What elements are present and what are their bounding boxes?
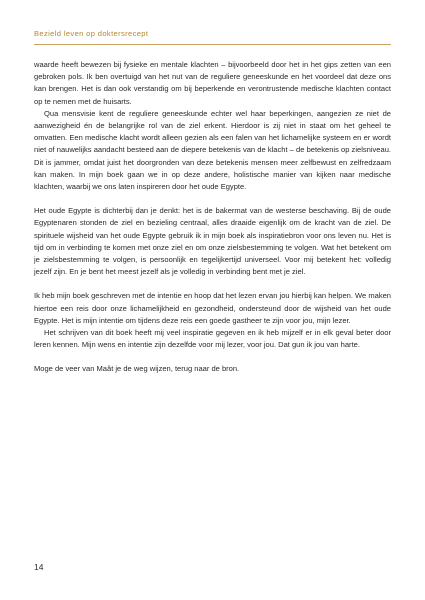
paragraph: Qua mensvisie kent de reguliere geneeskunde echter wel haar beperkingen, aangezien ze niet de aanwezigheid én de belangrijke rol van de ziel erkent. Hierdoor is zij niet in staat om het geheel te omvatten. Een medische klacht wordt alleen gezien als een falen van het lichamelijke systeem en er wordt niet of nauwelijks aandacht besteed aan de diepere betekenis van de klacht – de betekenis op zielsniveau. Dit is jammer, omdat juist het doorgronden van deze betekenis mensen meer zelfbewust en zelfredzaam kan maken. In mijn boek gaan we in op deze andere, holistische manier van kijken naar medische klachten, waarbij we ons laten inspireren door het oude Egypte. — [34, 108, 391, 192]
body-text — [34, 59, 391, 376]
paragraph: Ik heb mijn boek geschreven met de intentie en hoop dat het lezen ervan jou hierbij kan helpen. We maken hiertoe een reis door onze lichamelijkheid en gezondheid, ondersteund door de wijsheid van het oude Egypte. Het is mijn intentie om tijdens deze reis een goede gastheer te zijn voor jou, mijn lezer. — [34, 291, 391, 325]
running-header: Bezield leven op doktersrecept — [34, 29, 149, 38]
page-number: 14 — [34, 562, 44, 572]
paragraph: Het schrijven van dit boek heeft mij veel inspiratie gegeven en ik heb mijzelf er in elk geval beter door leren kennen. Mijn wens en intentie zijn dezelfde voor mij lezer, voor jou. Dat gun ik jou van harte. — [34, 328, 391, 350]
paragraph: Het oude Egypte is dichterbij dan je denkt: het is de bakermat van de westerse beschaving. Bij de oude Egyptenaren stonden de ziel en bezieling centraal, alles draaide eigenlijk om de kracht van de ziel. De spirituele wijsheid van het oude Egypte gebruik ik in mijn boek als inspiratiebron voor ons leven nu. Het is tijd om in verbinding te komen met onze ziel en om onze zielsbestemming te volgen. Wat het betekent om je zielsbestemming te volgen, is persoonlijk en tegelijkertijd universeel. Voor mij betekent het: volledig jezelf zijn. En je bent het meest jezelf als je volledig in verbinding bent met je ziel. — [34, 206, 391, 277]
paragraph: waarde heeft bewezen bij fysieke en mentale klachten – bijvoorbeeld door het in het gips zetten van een gebroken pols. Ik ben overtuigd van het nut van de reguliere geneeskunde en het voordeel dat deze ons kan brengen. Het is dan ook verstandig om bij beperkende en verontrustende medische klachten contact op te nemen met de huisarts. — [34, 60, 391, 106]
paragraph: Moge de veer van Maât je de weg wijzen, terug naar de bron. — [34, 364, 240, 374]
header-rule — [34, 44, 391, 45]
